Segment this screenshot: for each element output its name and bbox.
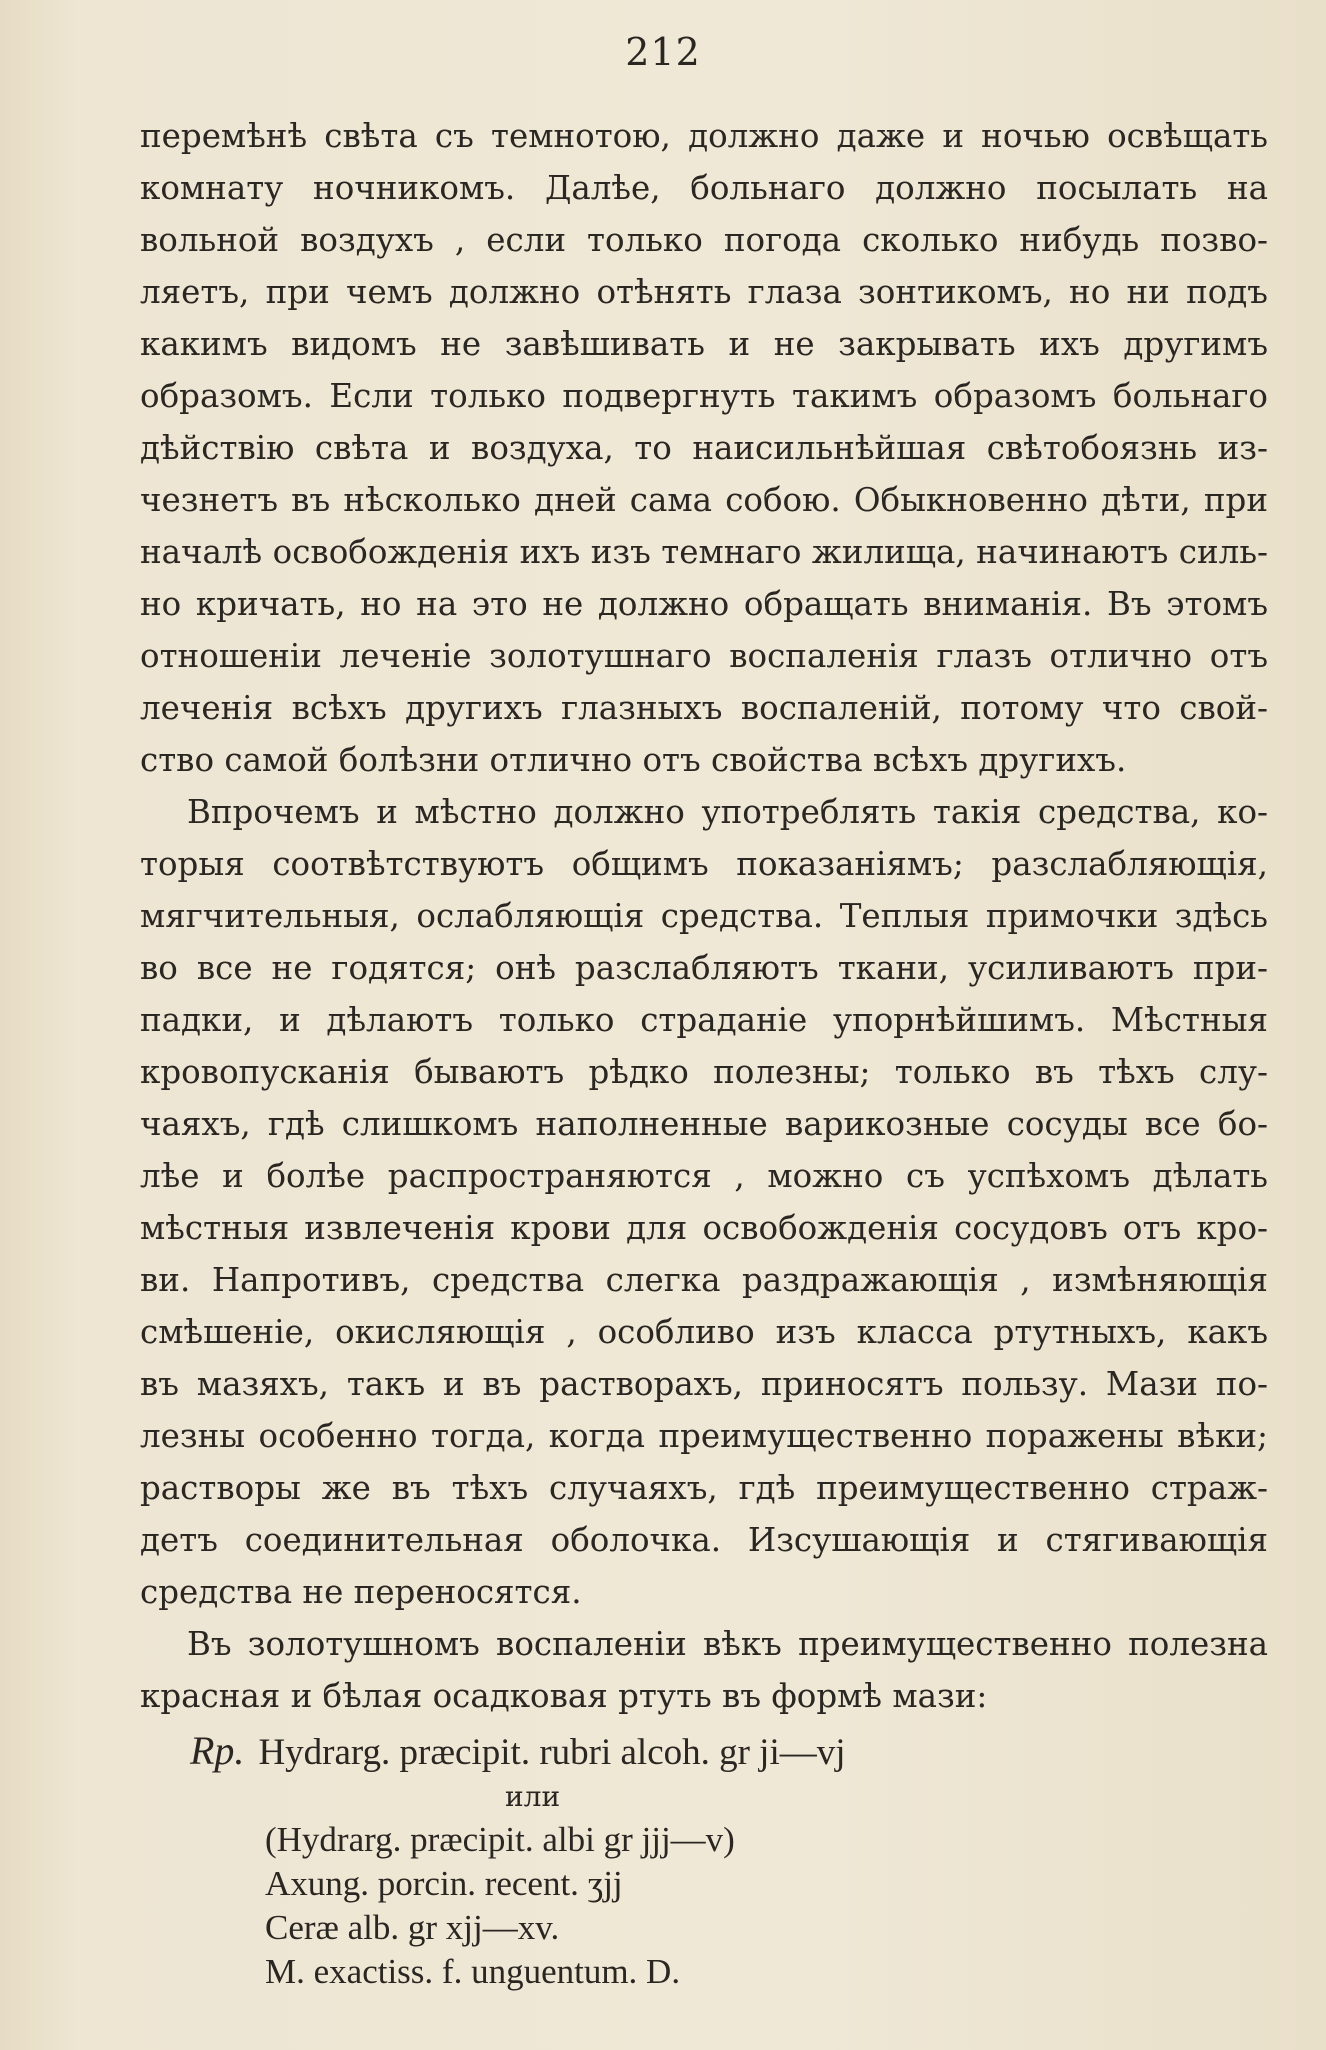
text-line: чаяхъ, гдѣ слишкомъ наполненные варикозные сосуды все бо-: [140, 1105, 1268, 1143]
text-line: мягчительныя, ослабляющія средства. Теплыя примочки здѣсь: [140, 897, 1268, 935]
prescription-ingredient: Hydrarg. præcipit. rubri alcoh. gr ji—vj: [258, 1732, 846, 1773]
alternative-word: или: [505, 1780, 561, 1813]
text-line: смѣшеніе, окисляющія , особливо изъ класса ртутныхъ, какъ: [140, 1313, 1268, 1351]
text-line: отношеніи леченіе золотушнаго воспаленія глазъ отлично отъ: [140, 637, 1268, 675]
text-line: Впрочемъ и мѣстно должно употреблять такія средства, ко-: [187, 793, 1268, 831]
text-line: лезны особенно тогда, когда преимущественно поражены вѣки;: [140, 1417, 1268, 1455]
text-line: торыя соотвѣтствуютъ общимъ показаніямъ; разслабляющія,: [140, 845, 1268, 883]
text-line: перемѣнѣ свѣта съ темнотою, должно даже и ночью освѣщать: [140, 117, 1268, 155]
prescription-instruction: M. exactiss. f. unguentum. D.: [265, 1952, 681, 1991]
text-line: ство самой болѣзни отлично отъ свойства всѣхъ другихъ.: [140, 741, 1127, 779]
text-line: леченія всѣхъ другихъ глазныхъ воспаленій, потому что свой-: [140, 689, 1268, 727]
text-line: дѣйствію свѣта и воздуха, то наисильнѣйшая свѣтобоязнь из-: [140, 429, 1268, 467]
text-line: растворы же въ тѣхъ случаяхъ, гдѣ преимущественно страж-: [140, 1469, 1268, 1507]
prescription-line: [140, 1726, 1268, 1776]
text-line: чезнетъ въ нѣсколько дней сама собою. Обыкновенно дѣти, при: [140, 481, 1268, 519]
prescription-ingredient: (Hydrarg. præcipit. albi gr jjj—v): [265, 1820, 735, 1859]
text-line: во все не годятся; онѣ разслабляютъ ткани, усиливаютъ при-: [140, 949, 1268, 987]
body-text: [140, 110, 1268, 1722]
text-line: въ мазяхъ, такъ и въ растворахъ, приносятъ пользу. Мази по-: [140, 1365, 1268, 1403]
text-line: комнату ночникомъ. Далѣе, больнаго должно посылать на: [140, 169, 1268, 207]
text-line: началѣ освобожденія ихъ изъ темнаго жилища, начинаютъ силь-: [140, 533, 1268, 571]
text-line: ви. Напротивъ, средства слегка раздражающія , измѣняющія: [140, 1261, 1268, 1299]
text-line: средства не переносятся.: [140, 1573, 582, 1611]
text-line: мѣстныя извлеченія крови для освобожденія сосудовъ отъ кро-: [140, 1209, 1268, 1247]
prescription-ingredient: Axung. porcin. recent. ʒjj: [265, 1864, 623, 1903]
text-line: Въ золотушномъ воспаленіи вѣкъ преимущественно полезна: [187, 1625, 1268, 1663]
text-line: лѣе и болѣе распространяются , можно съ успѣхомъ дѣлать: [140, 1157, 1268, 1195]
text-line: детъ соединительная оболочка. Изсушающія и стягивающія: [140, 1521, 1268, 1559]
text-line: падки, и дѣлаютъ только страданіе упорнѣйшимъ. Мѣстныя: [140, 1001, 1268, 1039]
page-number: 212: [625, 30, 701, 74]
recipe-symbol: Rp.: [190, 1728, 245, 1773]
text-line: образомъ. Если только подвергнуть такимъ образомъ больнаго: [140, 377, 1268, 415]
text-line: ляетъ, при чемъ должно отѣнять глаза зонтикомъ, но ни подъ: [140, 273, 1268, 311]
prescription-ingredient: Ceræ alb. gr xjj—xv.: [265, 1908, 560, 1947]
text-line: но кричать, но на это не должно обращать вниманія. Въ этомъ: [140, 585, 1268, 623]
text-line: вольной воздухъ , если только погода сколько нибудь позво-: [140, 221, 1268, 259]
text-line: красная и бѣлая осадковая ртуть въ формѣ мази:: [140, 1677, 988, 1715]
prescription: [140, 1726, 1268, 1994]
text-line: какимъ видомъ не завѣшивать и не закрывать ихъ другимъ: [140, 325, 1268, 363]
text-line: кровопусканія бываютъ рѣдко полезны; только въ тѣхъ слу-: [140, 1053, 1268, 1091]
